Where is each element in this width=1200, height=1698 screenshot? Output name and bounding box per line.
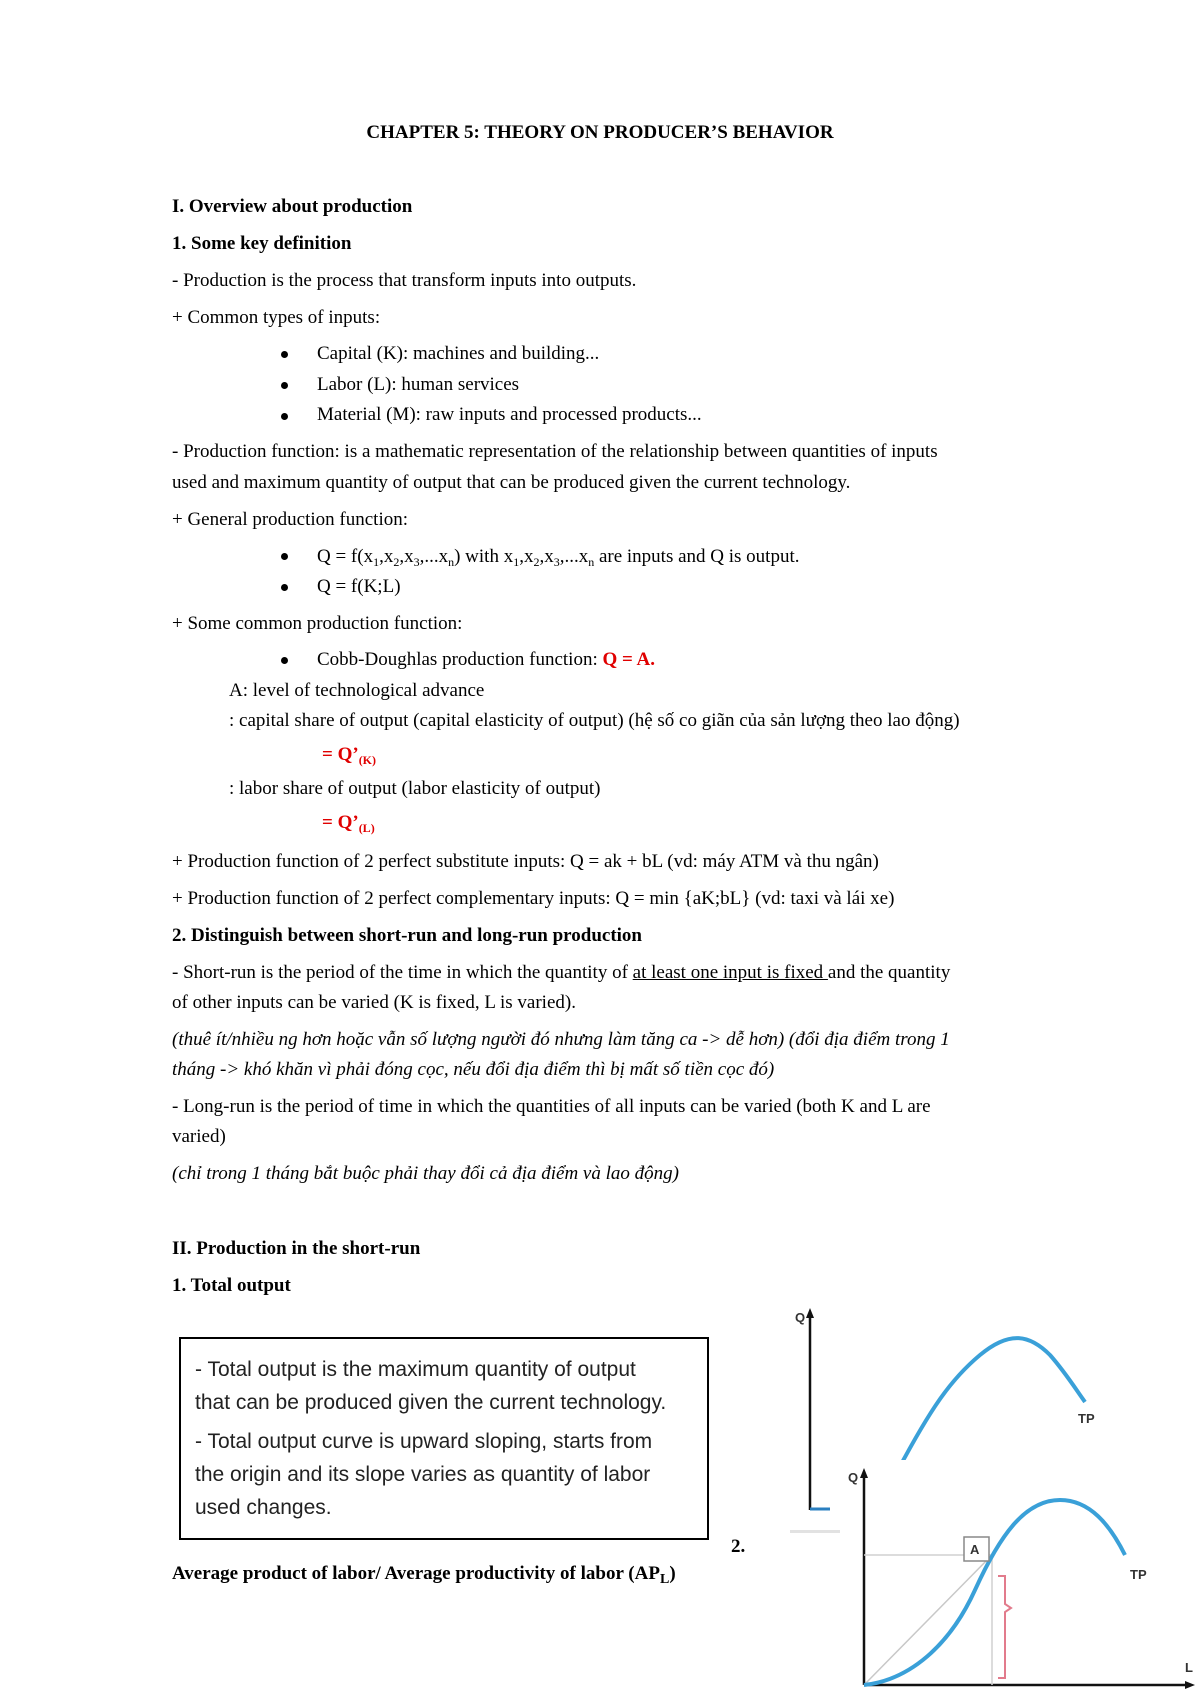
formula-text: ) with x [454,546,514,567]
q-axis-label: Q [795,1310,806,1325]
general-function-intro: + General production function: [172,509,409,530]
common-function-intro: + Some common production function: [172,613,463,634]
l-axis-label: L [1185,1660,1193,1675]
formula-text: are inputs and Q is output. [594,546,800,567]
subheading-key-definition: 1. Some key definition [172,233,352,254]
tp-curve [898,1338,1085,1470]
subscript: 1 [513,555,520,569]
formula-text: ,...x [559,546,589,567]
formula-text: ,x [399,546,414,567]
tp-curve-label: TP [1078,1411,1095,1426]
labor-share-text: : labor share of output (labor elasticity of output) [229,778,601,799]
total-product-graph-bottom [840,1460,1200,1698]
subheading-average-product [172,1563,676,1588]
long-run-definition-line2: varied) [172,1126,226,1147]
subscript: 3 [553,555,560,569]
subscript: 3 [413,555,420,569]
formula-text: ,x [539,546,554,567]
box-line: - Total output is the maximum quantity of output [195,1358,636,1381]
technology-level-text: A: level of technological advance [229,680,485,701]
subheading-text: Average product of labor/ Average productivity of labor (AP [172,1563,660,1584]
subheading-number-2: 2. [731,1536,746,1557]
total-output-box [179,1337,709,1540]
subscript: n [448,555,455,569]
page-title: CHAPTER 5: THEORY ON PRODUCER’S BEHAVIOR [366,122,834,143]
bullet-icon [281,351,288,358]
input-item-material: Material (M): raw inputs and processed products... [317,404,702,425]
subheading-text: ) [669,1563,676,1584]
short-run-text: and the quantity [827,962,951,983]
labor-share-formula [322,812,375,836]
substitute-inputs-text: + Production function of 2 perfect substitute inputs: Q = ak + bL (vd: máy ATM và thu ngân) [172,851,879,872]
formula-text: = Q’ [322,744,359,765]
short-run-emphasis: at least one input is fixed [632,962,828,983]
inputs-intro: + Common types of inputs: [172,307,381,328]
short-run-note-line1: (thuê ít/nhiều ng hơn hoặc vẫn số lượng người đó nhưng làm tăng ca -> dễ hơn) (đổi địa điểm trong 1 [172,1029,950,1050]
long-run-note: (chỉ trong 1 tháng bắt buộc phải thay đổi cả địa điểm và lao động) [172,1163,679,1184]
general-function-formula-1 [317,546,799,570]
bullet-icon [281,584,288,591]
point-a-label: A [970,1542,980,1557]
arrow-up-icon [806,1308,814,1318]
general-function-formula-2: Q = f(K;L) [317,576,401,597]
bullet-icon [281,553,288,560]
formula-text: = Q’ [322,812,359,833]
short-run-definition-line1 [172,962,950,984]
section-heading-overview: I. Overview about production [172,196,413,217]
bullet-icon [281,657,288,664]
q-axis-label: Q [848,1470,859,1485]
short-run-text: - Short-run is the period of the time in which the quantity of [172,962,633,983]
subscript: 1 [373,555,380,569]
cobb-douglas-label: Cobb-Doughlas production function: [317,649,603,670]
short-run-note-line2: tháng -> khó khăn vì phải đóng cọc, nếu đổi địa điểm thì bị mất số tiền cọc đó) [172,1059,775,1080]
subscript: (L) [358,821,375,835]
cobb-douglas-formula: Q = A. [602,649,656,670]
subscript: n [588,555,595,569]
box-line: used changes. [195,1496,332,1519]
production-function-definition-line2: used and maximum quantity of output that can be produced given the current technology. [172,472,851,493]
box-line: - Total output curve is upward sloping, starts from [195,1430,653,1453]
capital-share-formula [322,744,376,768]
formula-text: ,x [379,546,394,567]
formula-text: ,...x [419,546,449,567]
subscript: 2 [393,555,400,569]
subscript: L [659,1572,670,1587]
bullet-icon [281,382,288,389]
long-run-definition-line1: - Long-run is the period of time in which the quantities of all inputs can be varied (both K and L are [172,1096,931,1117]
section-heading-short-run: II. Production in the short-run [172,1238,421,1259]
input-item-capital: Capital (K): machines and building... [317,343,600,364]
formula-text: Q = f(x [317,546,374,567]
bullet-icon [281,413,288,420]
short-run-definition-line2: of other inputs can be varied (K is fixed, L is varied). [172,992,576,1013]
production-definition: - Production is the process that transform inputs into outputs. [172,270,637,291]
production-function-definition-line1: - Production function: is a mathematic representation of the relationship between quantities of inputs [172,441,938,462]
tp-curve-label: TP [1130,1567,1147,1582]
subheading-total-output: 1. Total output [172,1275,291,1296]
formula-text: ,x [519,546,534,567]
subscript: 2 [533,555,540,569]
box-line: the origin and its slope varies as quantity of labor [195,1463,651,1486]
subscript: (K) [358,753,377,767]
input-item-labor: Labor (L): human services [317,374,520,395]
cobb-douglas-line [317,649,655,671]
capital-share-text: : capital share of output (capital elasticity of output) (hệ số co giãn của sản lượng theo lao động) [229,710,960,731]
box-line: that can be produced given the current technology. [195,1391,667,1414]
subheading-short-vs-long-run: 2. Distinguish between short-run and long-run production [172,925,642,946]
complementary-inputs-text: + Production function of 2 perfect complementary inputs: Q = min {aK;bL} (vd: taxi và lái xe) [172,888,895,909]
